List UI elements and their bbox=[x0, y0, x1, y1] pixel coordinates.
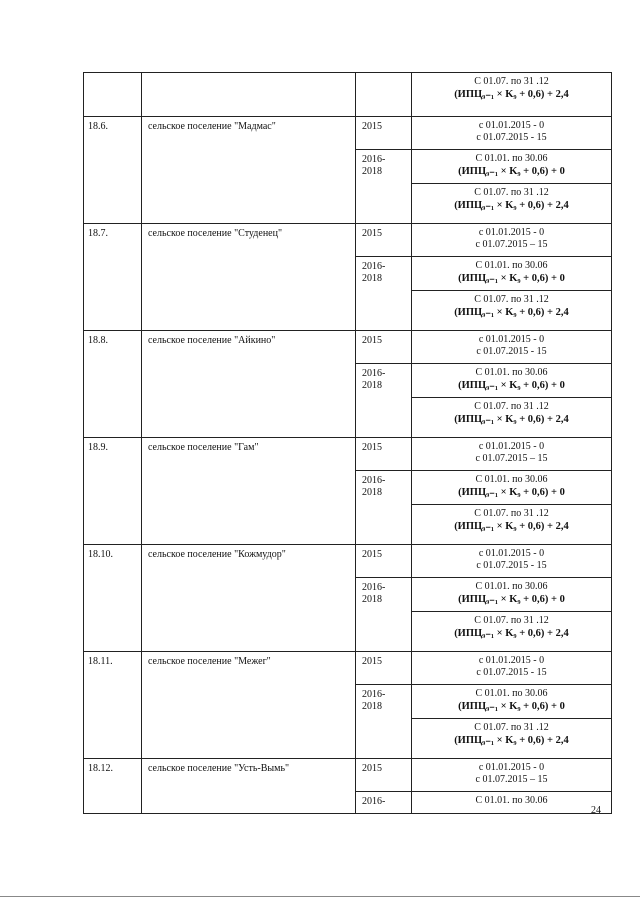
table-row bbox=[84, 652, 612, 685]
year-label: 2015 bbox=[356, 652, 412, 685]
table-row bbox=[84, 117, 612, 150]
formula-cell bbox=[412, 117, 612, 150]
table-row bbox=[84, 331, 612, 364]
rate-line: с 01.07.2015 – 15 bbox=[475, 774, 548, 785]
formula-cell bbox=[412, 792, 612, 814]
formula-text: (ИПЦ₉₋₁ × K₉ + 0,6) + 2,4 bbox=[454, 628, 569, 639]
formula-text: (ИПЦ₉₋₁ × K₉ + 0,6) + 0 bbox=[458, 380, 565, 391]
formula-text: (ИПЦ₉₋₁ × K₉ + 0,6) + 0 bbox=[458, 487, 565, 498]
period-label: С 01.01. по 30.06 bbox=[475, 260, 548, 271]
table-row bbox=[84, 438, 612, 471]
rate-line: с 01.01.2015 - 0 bbox=[478, 548, 545, 559]
formula-cell bbox=[412, 398, 612, 438]
settlement-name: сельское поселение "Мадмас" bbox=[142, 117, 356, 224]
formula-cell bbox=[412, 505, 612, 545]
rate-line: с 01.01.2015 - 0 bbox=[478, 441, 545, 452]
rate-line: с 01.07.2015 - 15 bbox=[476, 346, 547, 357]
period-label: С 01.01. по 30.06 bbox=[475, 688, 548, 699]
formula-cell bbox=[412, 331, 612, 364]
year-range-label: 2016- 2018 bbox=[356, 150, 412, 224]
item-number: 18.8. bbox=[84, 331, 142, 438]
period-label: С 01.07. по 31 .12 bbox=[474, 615, 549, 626]
year-label: 2015 bbox=[356, 759, 412, 792]
rate-line: с 01.01.2015 - 0 bbox=[478, 120, 545, 131]
table-row bbox=[84, 73, 612, 117]
year-range-label: 2016- 2018 bbox=[356, 257, 412, 331]
tariff-table bbox=[83, 72, 612, 814]
formula-text: (ИПЦ₉₋₁ × K₉ + 0,6) + 2,4 bbox=[454, 200, 569, 211]
formula-text: (ИПЦ₉₋₁ × K₉ + 0,6) + 0 bbox=[458, 273, 565, 284]
rate-line: с 01.01.2015 - 0 bbox=[478, 655, 545, 666]
formula-text: (ИПЦ₉₋₁ × K₉ + 0,6) + 2,4 bbox=[454, 414, 569, 425]
table-row bbox=[84, 545, 612, 578]
formula-cell bbox=[412, 719, 612, 759]
rate-line: с 01.07.2015 - 15 bbox=[476, 560, 547, 571]
formula-cell bbox=[412, 150, 612, 184]
rate-line: с 01.01.2015 - 0 bbox=[478, 334, 545, 345]
formula-cell bbox=[412, 759, 612, 792]
settlement-name: сельское поселение "Студенец" bbox=[142, 224, 356, 331]
year-label: 2015 bbox=[356, 224, 412, 257]
formula-cell bbox=[412, 612, 612, 652]
formula-text: (ИПЦ₉₋₁ × K₉ + 0,6) + 2,4 bbox=[454, 735, 569, 746]
rate-line: с 01.07.2015 – 15 bbox=[475, 239, 548, 250]
period-label: С 01.01. по 30.06 bbox=[475, 153, 548, 164]
formula-cell bbox=[412, 545, 612, 578]
year-label: 2015 bbox=[356, 438, 412, 471]
formula-cell bbox=[412, 257, 612, 291]
formula-cell bbox=[412, 578, 612, 612]
rate-line: с 01.01.2015 - 0 bbox=[478, 762, 545, 773]
year-range-label: 2016- bbox=[356, 792, 412, 814]
bottom-divider bbox=[0, 896, 640, 897]
year-label: 2015 bbox=[356, 331, 412, 364]
year-label: 2015 bbox=[356, 117, 412, 150]
item-number: 18.11. bbox=[84, 652, 142, 759]
rate-line: с 01.01.2015 - 0 bbox=[478, 227, 545, 238]
item-number: 18.6. bbox=[84, 117, 142, 224]
formula-text: (ИПЦ₉₋₁ × K₉ + 0,6) + 2,4 bbox=[454, 521, 569, 532]
period-label: С 01.01. по 30.06 bbox=[475, 795, 548, 806]
number-cell bbox=[84, 73, 142, 117]
item-number: 18.9. bbox=[84, 438, 142, 545]
period-label: С 01.01. по 30.06 bbox=[475, 474, 548, 485]
settlement-name: сельское поселение "Кожмудор" bbox=[142, 545, 356, 652]
formula-text: (ИПЦ₉₋₁ × K₉ + 0,6) + 0 bbox=[458, 166, 565, 177]
period-label: С 01.07. по 31 .12 bbox=[474, 401, 549, 412]
period-label: С 01.07. по 31 .12 bbox=[474, 76, 549, 87]
year-label: 2015 bbox=[356, 545, 412, 578]
formula-cell bbox=[412, 73, 612, 117]
rate-line: с 01.07.2015 – 15 bbox=[475, 453, 548, 464]
rate-line: с 01.07.2015 - 15 bbox=[476, 132, 547, 143]
formula-cell bbox=[412, 184, 612, 224]
table-row bbox=[84, 759, 612, 792]
period-label: С 01.07. по 31 .12 bbox=[474, 187, 549, 198]
item-number: 18.7. bbox=[84, 224, 142, 331]
formula-cell bbox=[412, 364, 612, 398]
formula-cell bbox=[412, 685, 612, 719]
formula-text: (ИПЦ₉₋₁ × K₉ + 0,6) + 0 bbox=[458, 594, 565, 605]
rate-line: с 01.07.2015 - 15 bbox=[476, 667, 547, 678]
year-range-label: 2016- 2018 bbox=[356, 364, 412, 438]
formula-text: (ИПЦ₉₋₁ × K₉ + 0,6) + 2,4 bbox=[454, 307, 569, 318]
settlement-name: сельское поселение "Усть-Вымь" bbox=[142, 759, 356, 814]
period-label: С 01.07. по 31 .12 bbox=[474, 294, 549, 305]
formula-cell bbox=[412, 224, 612, 257]
settlement-name: сельское поселение "Гам" bbox=[142, 438, 356, 545]
formula-text: (ИПЦ₉₋₁ × K₉ + 0,6) + 2,4 bbox=[454, 89, 569, 100]
period-label: С 01.01. по 30.06 bbox=[475, 581, 548, 592]
settlement-name: сельское поселение "Айкино" bbox=[142, 331, 356, 438]
table-row bbox=[84, 224, 612, 257]
year-range-label: 2016- 2018 bbox=[356, 471, 412, 545]
formula-cell bbox=[412, 438, 612, 471]
item-number: 18.12. bbox=[84, 759, 142, 814]
year-range-label: 2016- 2018 bbox=[356, 685, 412, 759]
year-cell bbox=[356, 73, 412, 117]
period-label: С 01.07. по 31 .12 bbox=[474, 722, 549, 733]
settlement-name: сельское поселение "Межег" bbox=[142, 652, 356, 759]
year-range-label: 2016- 2018 bbox=[356, 578, 412, 652]
name-cell bbox=[142, 73, 356, 117]
formula-text: (ИПЦ₉₋₁ × K₉ + 0,6) + 0 bbox=[458, 701, 565, 712]
period-label: С 01.07. по 31 .12 bbox=[474, 508, 549, 519]
formula-cell bbox=[412, 291, 612, 331]
item-number: 18.10. bbox=[84, 545, 142, 652]
formula-cell bbox=[412, 471, 612, 505]
formula-cell bbox=[412, 652, 612, 685]
page-number: 24 bbox=[591, 805, 601, 816]
period-label: С 01.01. по 30.06 bbox=[475, 367, 548, 378]
